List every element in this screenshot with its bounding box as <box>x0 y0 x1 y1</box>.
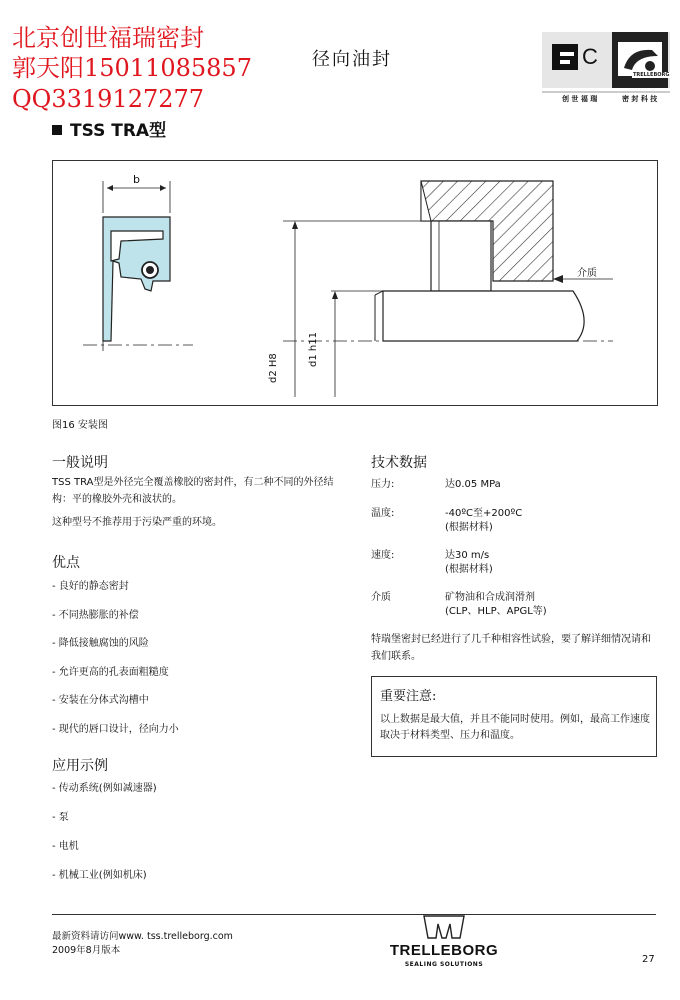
model-title <box>52 116 166 141</box>
general-para-1: TSS TRA型是外径完全覆盖橡胶的密封件，有二种不同的外径结构：平的橡胶外壳和波状的。 <box>52 477 334 505</box>
d2-label: d2 H8 <box>268 353 279 383</box>
company-logo <box>540 28 672 108</box>
page-title: 径向油封 <box>312 49 392 70</box>
trelleborg-logo <box>389 914 499 984</box>
advantage-item: - 允许更高的孔表面粗糙度 <box>52 667 169 678</box>
watermark-contact: 郭天阳15011085857 <box>12 54 252 82</box>
application-item: - 传动系统(例如减速器) <box>52 783 157 794</box>
tech-value: 矿物油和合成润滑剂 <box>445 592 535 603</box>
general-para-2: 这种型号不推荐用于污染严重的环境。 <box>52 517 222 528</box>
application-item: - 泵 <box>52 812 69 823</box>
tech-label: 介质 <box>371 592 391 603</box>
tech-note: (根据材料) <box>445 522 493 533</box>
medium-label: 介质 <box>577 268 597 279</box>
d1-label: d1 h11 <box>308 332 319 367</box>
logo-sub-left: 创 世 福 瑞 <box>562 95 598 103</box>
installation-diagram <box>52 160 658 406</box>
dimension-b-label: b <box>133 173 140 186</box>
advantage-item: - 良好的静态密封 <box>52 581 129 592</box>
footer-version: 2009年8月版本 <box>52 945 121 956</box>
tech-value: -40ºC至+200ºC <box>445 508 523 519</box>
advantage-item: - 现代的唇口设计，径向力小 <box>52 724 179 735</box>
important-notice-box <box>371 676 657 757</box>
footer-divider <box>52 914 656 915</box>
footer-website: 最新资料请访问www. tss.trelleborg.com <box>52 931 233 942</box>
tech-value: 达0.05 MPa <box>445 479 501 490</box>
tech-note: (CLP、HLP、APGL等) <box>445 606 547 617</box>
advantages-heading: 优点 <box>52 555 80 571</box>
figure-caption: 图16 安装图 <box>52 420 108 431</box>
advantage-item: - 不同热膨胀的补偿 <box>52 610 139 621</box>
application-item: - 机械工业(例如机床) <box>52 870 147 881</box>
tech-note: (根据材料) <box>445 564 493 575</box>
compatibility-note: 特瑞堡密封已经进行了几千种相容性试验，要了解详细情况请和我们联系。 <box>371 634 651 662</box>
general-heading: 一般说明 <box>52 455 108 471</box>
notice-title: 重要注意: <box>380 689 437 704</box>
logo-letter: C <box>582 44 598 69</box>
application-item: - 电机 <box>52 841 79 852</box>
logo-sub-right: 密 封 科 技 <box>622 95 658 103</box>
tech-label: 温度: <box>371 508 395 519</box>
advantage-item: - 降低接触腐蚀的风险 <box>52 638 149 649</box>
footer-brand-sub: SEALING SOLUTIONS <box>404 961 484 968</box>
logo-badge: TRELLEBORG <box>633 72 670 78</box>
watermark-company: 北京创世福瑞密封 <box>12 24 204 52</box>
tech-heading: 技术数据 <box>371 455 427 471</box>
square-bullet-icon <box>52 125 62 135</box>
tech-label: 压力: <box>371 479 395 490</box>
applications-heading: 应用示例 <box>52 758 108 774</box>
trelleborg-emblem-icon <box>394 914 494 944</box>
watermark-qq: QQ3319127277 <box>12 85 205 113</box>
installation-drawing <box>53 161 657 405</box>
advantage-item: - 安装在分体式沟槽中 <box>52 695 149 706</box>
model-label: TSS TRA型 <box>70 121 167 141</box>
tech-value: 达30 m/s <box>445 550 490 561</box>
page-number: 27 <box>642 954 655 965</box>
notice-body: 以上数据是最大值，并且不能同时使用。例如，最高工作速度取决于材料类型、压力和温度。 <box>380 714 650 741</box>
tech-label: 速度: <box>371 550 395 561</box>
footer-brand: TRELLEBORG <box>389 942 499 959</box>
